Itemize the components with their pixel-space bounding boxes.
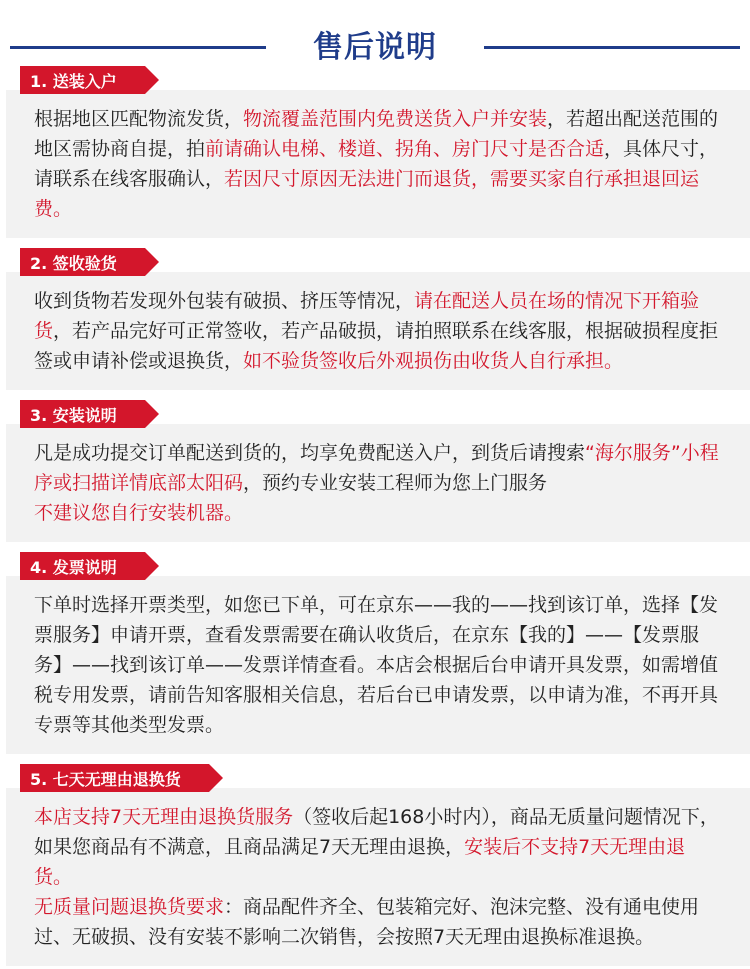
highlight-text: 不建议您自行安装机器。: [34, 502, 244, 524]
section-tag: 2. 签收验货: [20, 248, 145, 276]
text: ，若产品完好可正常签收，若产品破损，请拍照联系在线客服，根据破损程度拒签或申请补偿或退换货，: [34, 320, 719, 372]
highlight-text: 若因尺寸原因无法进门而退货，需要买家自行承担退回运费。: [34, 168, 700, 220]
section-body: [6, 272, 750, 390]
section-returns: [0, 764, 750, 966]
section-tag: 5. 七天无理由退换货: [20, 764, 209, 792]
section-body: [6, 576, 750, 754]
text: ，若超出配送范围的地区需协商自提，拍: [34, 108, 719, 160]
section-tag: 1. 送装入户: [20, 66, 145, 94]
highlight-text: 前请确认电梯、楼道、拐角、房门尺寸是否合适: [205, 138, 605, 160]
highlight-text: 安装后不支持7天无理由退货。: [34, 836, 686, 888]
section-delivery: [0, 66, 750, 238]
section-tag: 3. 安装说明: [20, 400, 145, 428]
highlight-text: 请在配送人员在场的情况下开箱验货: [34, 290, 700, 342]
section-body: [6, 424, 750, 542]
highlight-text: “海尔服务”小程序或扫描详情底部太阳码: [34, 442, 719, 494]
section-tag: 4. 发票说明: [20, 552, 145, 580]
section-invoice: [0, 552, 750, 754]
section-inspection: [0, 248, 750, 390]
section-installation: [0, 400, 750, 542]
text: ：商品配件齐全、包装箱完好、泡沫完整、没有通电使用过、无破损、没有安装不影响二次销售，会按照7天无理由退换标准退换。: [34, 896, 700, 948]
page-header: [0, 0, 750, 66]
header-line-right: [484, 46, 740, 49]
section-body: [6, 788, 750, 966]
text: ，具体尺寸，请联系在线客服确认，: [34, 138, 719, 190]
highlight-text: 本店支持7天无理由退换货服务: [34, 806, 294, 828]
highlight-text: 如不验货签收后外观损伤由收货人自行承担。: [243, 350, 624, 372]
text: 下单时选择开票类型，如您已下单，可在京东——我的——找到该订单，选择【发票服务】申请开票，查看发票需要在确认收货后，在京东【我的】——【发票服务】——找到该订单——发票详情查看。本店会根据后台申请开具发票，如需增值税专用发票，请前告知客服相关信息，若后台已申请发票，以申请为准，不再开具专票等其他类型发票。: [34, 594, 719, 736]
highlight-text: 无质量问题退换货要求: [34, 896, 225, 918]
text: ，预约专业安装工程师为您上门服务: [243, 472, 548, 494]
text: 凡是成功提交订单配送到货的，均享免费配送入户，到货后请搜索: [34, 442, 586, 464]
page-title: 售后说明: [313, 30, 437, 65]
highlight-text: 物流覆盖范围内免费送货入户并安装: [243, 108, 548, 130]
text: 收到货物若发现外包装有破损、挤压等情况，: [34, 290, 415, 312]
text: （签收后起168小时内），商品无质量问题情况下，如果您商品有不满意，且商品满足7天无理由退换，: [34, 806, 719, 858]
text: 根据地区匹配物流发货，: [34, 108, 244, 130]
section-body: [6, 90, 750, 238]
